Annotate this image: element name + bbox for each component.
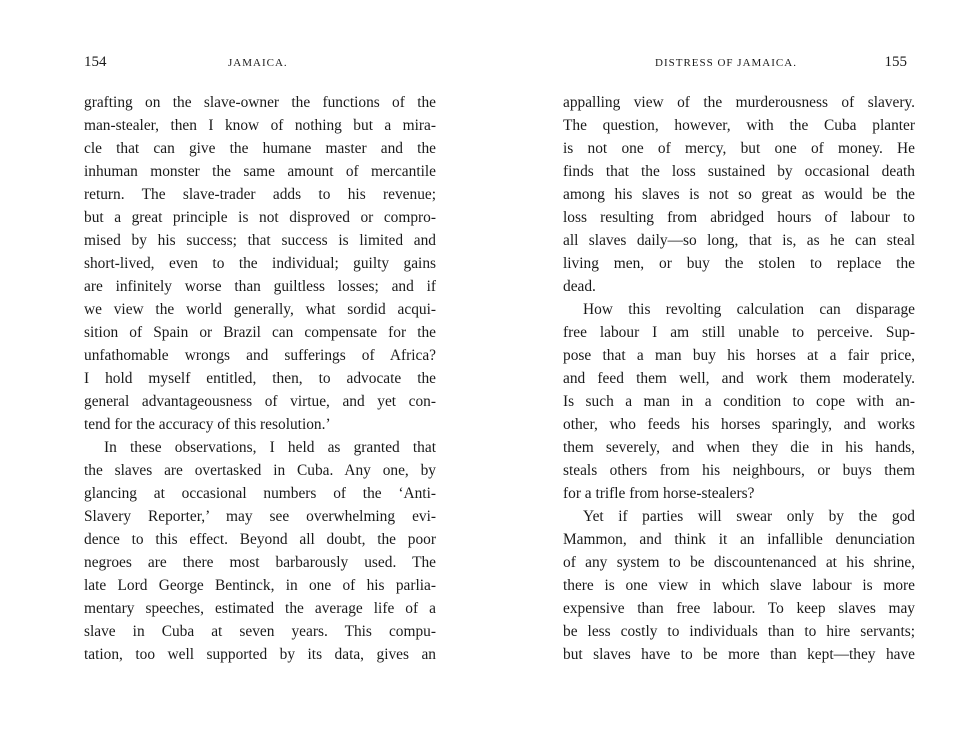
text-line: short-lived, even to the individual; guilty gains [84,255,436,272]
text-line: living men, or buy the stolen to replace the [563,255,915,272]
text-line: negroes are there most barbarously used. The [84,554,436,571]
text-line: general advantageousness of virtue, and yet con- [84,393,436,410]
text-line: sition of Spain or Brazil can compensate for the [84,324,436,341]
text-line: return. The slave-trader adds to his revenue; [84,186,436,203]
text-line: glancing at occasional numbers of the ‘Anti- [84,485,436,502]
text-line: slave in Cuba at seven years. This compu- [84,623,436,640]
text-line: but a great principle is not disproved or compro- [84,209,436,226]
text-line: grafting on the slave-owner the functions of the [84,94,436,111]
text-line: pose that a man buy his horses at a fair price, [563,347,915,364]
text-line: tation, too well supported by its data, gives an [84,646,436,663]
text-line: late Lord George Bentinck, in one of his parlia- [84,577,436,594]
text-line: mentary speeches, estimated the average life of a [84,600,436,617]
text-line: I hold myself entitled, then, to advocate the [84,370,436,387]
text-line: mised by his success; that success is limited and [84,232,436,249]
text-line: but slaves have to be more than kept—they have [563,646,915,663]
text-line: steals others from his neighbours, or buys them [563,462,915,479]
text-line: Mammon, and think it an infallible denunciation [563,531,915,548]
text-line: for a trifle from horse-stealers? [563,485,755,502]
text-line: be less costly to individuals than to hire servants; [563,623,915,640]
text-line: free labour I am still unable to perceive. Sup- [563,324,915,341]
text-line: Is such a man in a condition to cope with an- [563,393,915,410]
text-line: of any system to be discountenanced at his shrine, [563,554,915,571]
right-page-number: 155 [884,54,907,70]
text-line: appalling view of the murderousness of slavery. [563,94,915,111]
right-running-title: DISTRESS OF JAMAICA. [655,57,797,69]
text-line: In these observations, I held as granted that [104,439,436,456]
text-line: we view the world generally, what sordid acqui- [84,301,436,318]
right-body-text [563,91,915,666]
left-body-text [84,91,436,666]
text-line: How this revolting calculation can disparage [583,301,915,318]
text-line: Slavery Reporter,’ may see overwhelming evi- [84,508,436,525]
text-line: man-stealer, then I know of nothing but a mira- [84,117,436,134]
text-line: dence to this effect. Beyond all doubt, the poor [84,531,436,548]
text-line: other, who feeds his horses sparingly, and works [563,416,915,433]
left-page-number: 154 [84,54,107,70]
left-running-title: JAMAICA. [228,57,288,69]
text-line: there is one view in which slave labour is more [563,577,915,594]
text-line: cle that can give the humane master and the [84,140,436,157]
text-line: are infinitely worse than guiltless losses; and if [84,278,436,295]
left-page [84,0,436,748]
text-line: tend for the accuracy of this resolution.’ [84,416,331,433]
right-running-head [563,54,915,74]
text-line: finds that the loss sustained by occasional death [563,163,915,180]
text-line: them severely, and when they die in his hands, [563,439,915,456]
left-running-head [84,54,436,74]
text-line: loss resulting from abridged hours of labour to [563,209,915,226]
text-line: among his slaves is not so great as would be the [563,186,915,203]
text-line: unfathomable wrongs and sufferings of Africa? [84,347,436,364]
text-line: The question, however, with the Cuba planter [563,117,915,134]
text-line: all slaves daily—so long, that is, as he can steal [563,232,915,249]
text-line: dead. [563,278,596,295]
text-line: expensive than free labour. To keep slaves may [563,600,915,617]
text-line: and feed them well, and work them moderately. [563,370,915,387]
right-page [563,0,915,748]
text-line: the slaves are overtasked in Cuba. Any one, by [84,462,436,479]
text-line: inhuman monster the same amount of mercantile [84,163,436,180]
text-line: is not one of mercy, but one of money. He [563,140,915,157]
text-line: Yet if parties will swear only by the god [583,508,915,525]
